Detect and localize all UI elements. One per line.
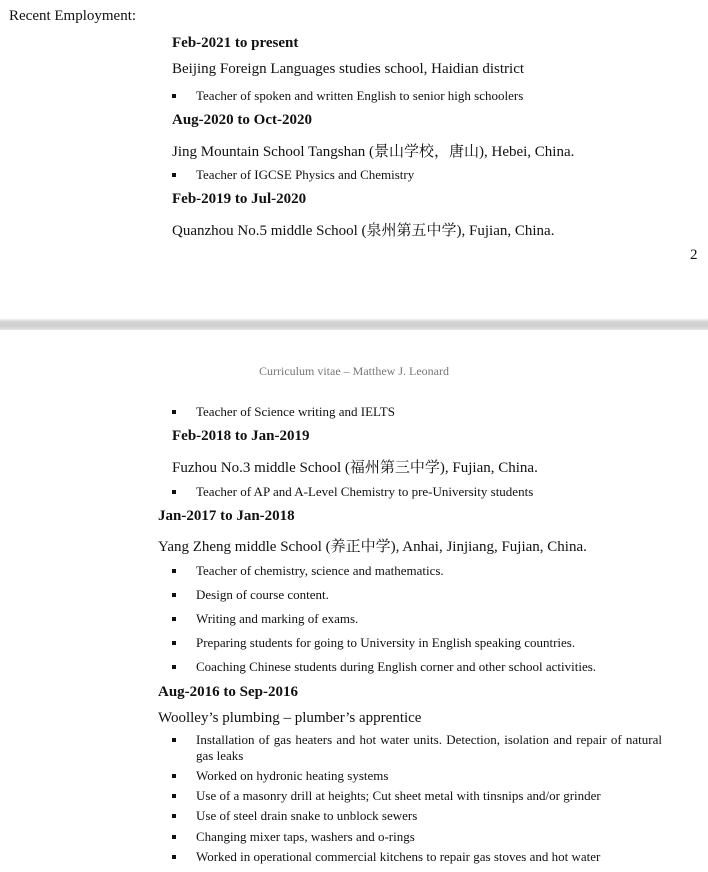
bullet-icon bbox=[172, 774, 176, 778]
list-item-text: Worked on hydronic heating systems bbox=[196, 768, 389, 783]
employment-date: Feb-2018 to Jan-2019 bbox=[172, 428, 310, 444]
employment-date: Feb-2019 to Jul-2020 bbox=[172, 191, 307, 207]
bullet-icon bbox=[172, 490, 176, 494]
bullet-icon bbox=[172, 410, 176, 414]
list-item-text: Changing mixer taps, washers and o-rings bbox=[196, 829, 415, 844]
bullet-icon bbox=[172, 569, 176, 573]
employer-name: Beijing Foreign Languages studies school, Haidian district bbox=[172, 61, 525, 77]
employer-name: Quanzhou No.5 middle School (泉州第五中学), Fujian, China. bbox=[172, 223, 555, 239]
list-item-text: Teacher of IGCSE Physics and Chemistry bbox=[196, 167, 415, 182]
employer-name: Woolley’s plumbing – plumber’s apprentice bbox=[158, 710, 422, 726]
page-number: 2 bbox=[690, 247, 698, 263]
employer-name: Fuzhou No.3 middle School (福州第三中学), Fujian, China. bbox=[172, 460, 538, 476]
bullet-icon bbox=[172, 593, 176, 597]
list-item-text: Preparing students for going to University in English speaking countries. bbox=[196, 635, 576, 650]
bullet-icon bbox=[172, 814, 176, 818]
employment-date: Aug-2016 to Sep-2016 bbox=[158, 684, 299, 700]
employment-date: Feb-2021 to present bbox=[172, 35, 299, 51]
bullet-icon bbox=[172, 641, 176, 645]
bullet-icon bbox=[172, 794, 176, 798]
list-item-text: Coaching Chinese students during English corner and other school activities. bbox=[196, 659, 597, 674]
bullet-icon bbox=[172, 665, 176, 669]
employer-name: Jing Mountain School Tangshan (景山学校，唐山), Hebei, China. bbox=[172, 144, 575, 160]
employer-name: Yang Zheng middle School (养正中学), Anhai, Jinjiang, Fujian, China. bbox=[158, 539, 587, 555]
bullet-icon bbox=[172, 173, 176, 177]
employment-date: Aug-2020 to Oct-2020 bbox=[172, 112, 312, 128]
document-page-2 bbox=[0, 330, 708, 872]
bullet-icon bbox=[172, 738, 176, 742]
bullet-icon bbox=[172, 855, 176, 859]
page-separator bbox=[0, 318, 708, 330]
bullet-icon bbox=[172, 617, 176, 621]
list-item-text: Teacher of Science writing and IELTS bbox=[196, 404, 395, 419]
list-item-text: Teacher of AP and A-Level Chemistry to pre-University students bbox=[196, 484, 534, 499]
employment-date: Jan-2017 to Jan-2018 bbox=[158, 508, 295, 524]
list-item-text: Installation of gas heaters and hot water units. Detection, isolation and repair of natural gas leaks bbox=[196, 732, 662, 763]
list-item-text: Teacher of chemistry, science and mathematics. bbox=[196, 563, 444, 578]
section-heading-recent-employment: Recent Employment: bbox=[9, 8, 137, 24]
bullet-icon bbox=[172, 94, 176, 98]
running-header: Curriculum vitae – Matthew J. Leonard bbox=[259, 364, 449, 378]
list-item-text: Use of a masonry drill at heights; Cut sheet metal with tinsnips and/or grinder bbox=[196, 788, 601, 803]
list-item-text: Writing and marking of exams. bbox=[196, 611, 359, 626]
document-page-1 bbox=[0, 0, 708, 318]
list-item-text: Use of steel drain snake to unblock sewers bbox=[196, 808, 418, 823]
list-item-text: Design of course content. bbox=[196, 587, 329, 602]
list-item-text: Worked in operational commercial kitchens to repair gas stoves and hot water bbox=[196, 849, 601, 864]
list-item-text: Teacher of spoken and written English to senior high schoolers bbox=[196, 88, 524, 103]
bullet-icon bbox=[172, 835, 176, 839]
